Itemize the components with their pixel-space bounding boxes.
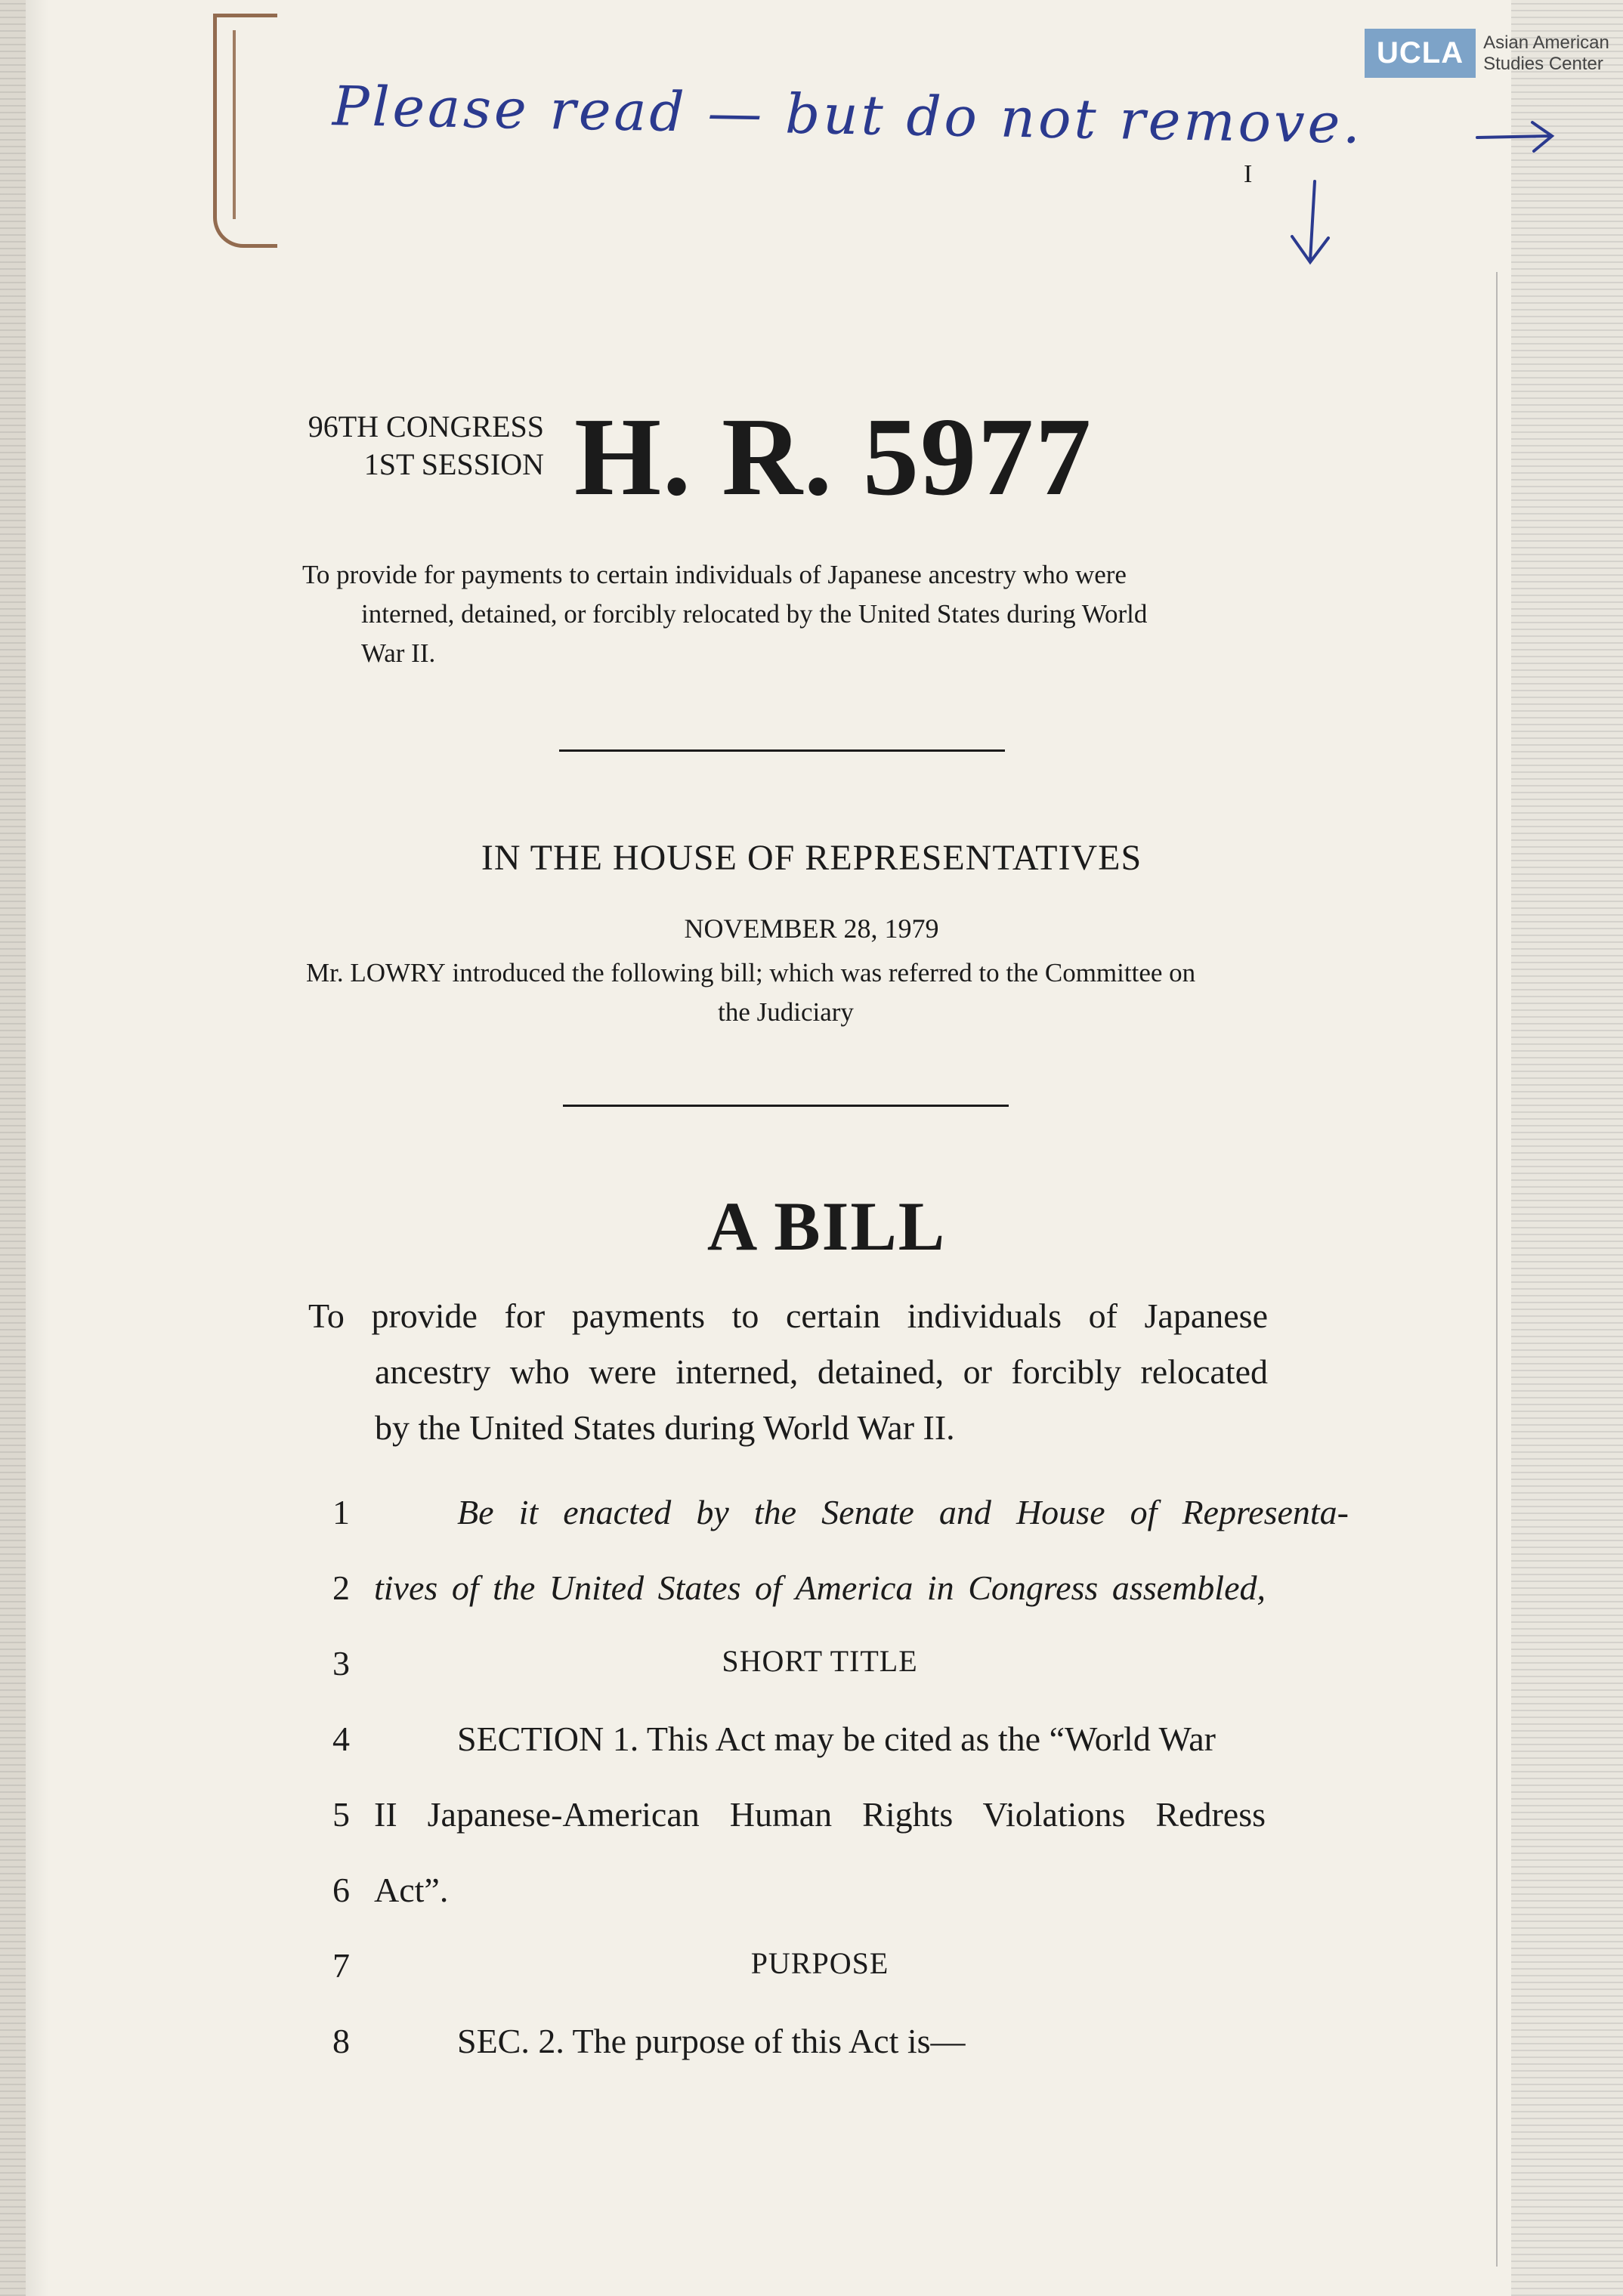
intro-line-2: the Judiciary <box>718 997 854 1027</box>
intro-prefix: Mr. <box>306 958 351 987</box>
intro-text: introduced the following bill; which was referred to the Committee on <box>445 958 1196 987</box>
bill-long-title <box>308 1288 1268 1456</box>
logo-text-line2: Studies Center <box>1483 53 1603 74</box>
line-text <box>374 2021 1349 2061</box>
paper-clip-inner-mark <box>233 30 274 219</box>
sponsor-name: LOWRY <box>350 958 446 987</box>
summary-line-1: To provide for payments to certain individuals of Japanese ancestry who were <box>302 560 1127 589</box>
bill-summary <box>302 555 1262 673</box>
introduction-statement <box>306 953 1266 1032</box>
line-number: 7 <box>332 1946 350 1985</box>
session-label: 1ST SESSION <box>363 447 544 481</box>
handwritten-arrow-right-icon <box>1473 113 1557 159</box>
page-edge-line <box>1496 272 1498 2267</box>
bill-line <box>302 1945 1284 1991</box>
congress-session <box>287 408 544 484</box>
line-body: This Act may be cited as the “World War <box>638 1720 1216 1758</box>
long-title-line-2: ancestry who were interned, detained, or forcibly relocated <box>375 1352 1268 1391</box>
line-number: 6 <box>332 1871 350 1909</box>
bill-line <box>302 1568 1284 1613</box>
section-label: SECTION 1. <box>457 1720 639 1758</box>
section-label: SEC. 2. <box>457 2022 564 2060</box>
line-number: 4 <box>332 1720 350 1758</box>
line-text: Be it enacted by the Senate and House of Representa- <box>457 1493 1349 1531</box>
section-heading-purpose: PURPOSE <box>750 1946 889 1980</box>
bill-line <box>302 1719 1284 1764</box>
summary-line-3: War II. <box>361 638 436 668</box>
bill-line <box>302 1643 1284 1689</box>
line-number: 5 <box>332 1795 350 1834</box>
logo-text <box>1483 32 1609 75</box>
page-number: I <box>1244 160 1253 188</box>
congress-label: 96TH CONGRESS <box>308 409 544 443</box>
bill-line <box>302 2021 1284 2066</box>
line-text <box>374 1719 1349 1759</box>
divider-rule-1 <box>559 749 1005 752</box>
handwritten-note: Please read — but do not remove. <box>332 74 1364 156</box>
bill-line <box>302 1870 1284 1915</box>
handwritten-arrow-down-icon <box>1284 178 1337 268</box>
bill-number: H. R. 5977 <box>574 395 1093 519</box>
introduction-date: NOVEMBER 28, 1979 <box>684 913 939 944</box>
line-number: 8 <box>332 2022 350 2060</box>
logo-badge: UCLA <box>1365 29 1476 78</box>
house-heading: IN THE HOUSE OF REPRESENTATIVES <box>481 838 1142 878</box>
summary-line-2: interned, detained, or forcibly relocated by the United States during World <box>361 599 1148 629</box>
line-body: The purpose of this Act is— <box>564 2022 966 2060</box>
ucla-logo <box>1365 29 1609 78</box>
divider-rule-2 <box>563 1105 1009 1107</box>
section-heading-short-title: SHORT TITLE <box>722 1644 918 1678</box>
line-number: 2 <box>332 1568 350 1607</box>
bill-heading: A BILL <box>706 1188 947 1265</box>
scan-edge-right <box>1511 0 1623 2296</box>
line-number: 3 <box>332 1644 350 1683</box>
long-title-line-1: To provide for payments to certain individuals of Japanese <box>308 1296 1268 1335</box>
bill-line <box>302 1492 1349 1537</box>
bill-line <box>302 1794 1284 1840</box>
line-number: 1 <box>332 1493 350 1531</box>
line-text: tives of the United States of America in Congress assembled, <box>374 1568 1266 1607</box>
logo-text-line1: Asian American <box>1483 32 1609 53</box>
long-title-line-3: by the United States during World War II. <box>375 1408 955 1447</box>
scan-edge-left <box>0 0 26 2296</box>
line-text: Act”. <box>374 1871 449 1909</box>
line-text: II Japanese-American Human Rights Violations Redress <box>374 1795 1266 1834</box>
